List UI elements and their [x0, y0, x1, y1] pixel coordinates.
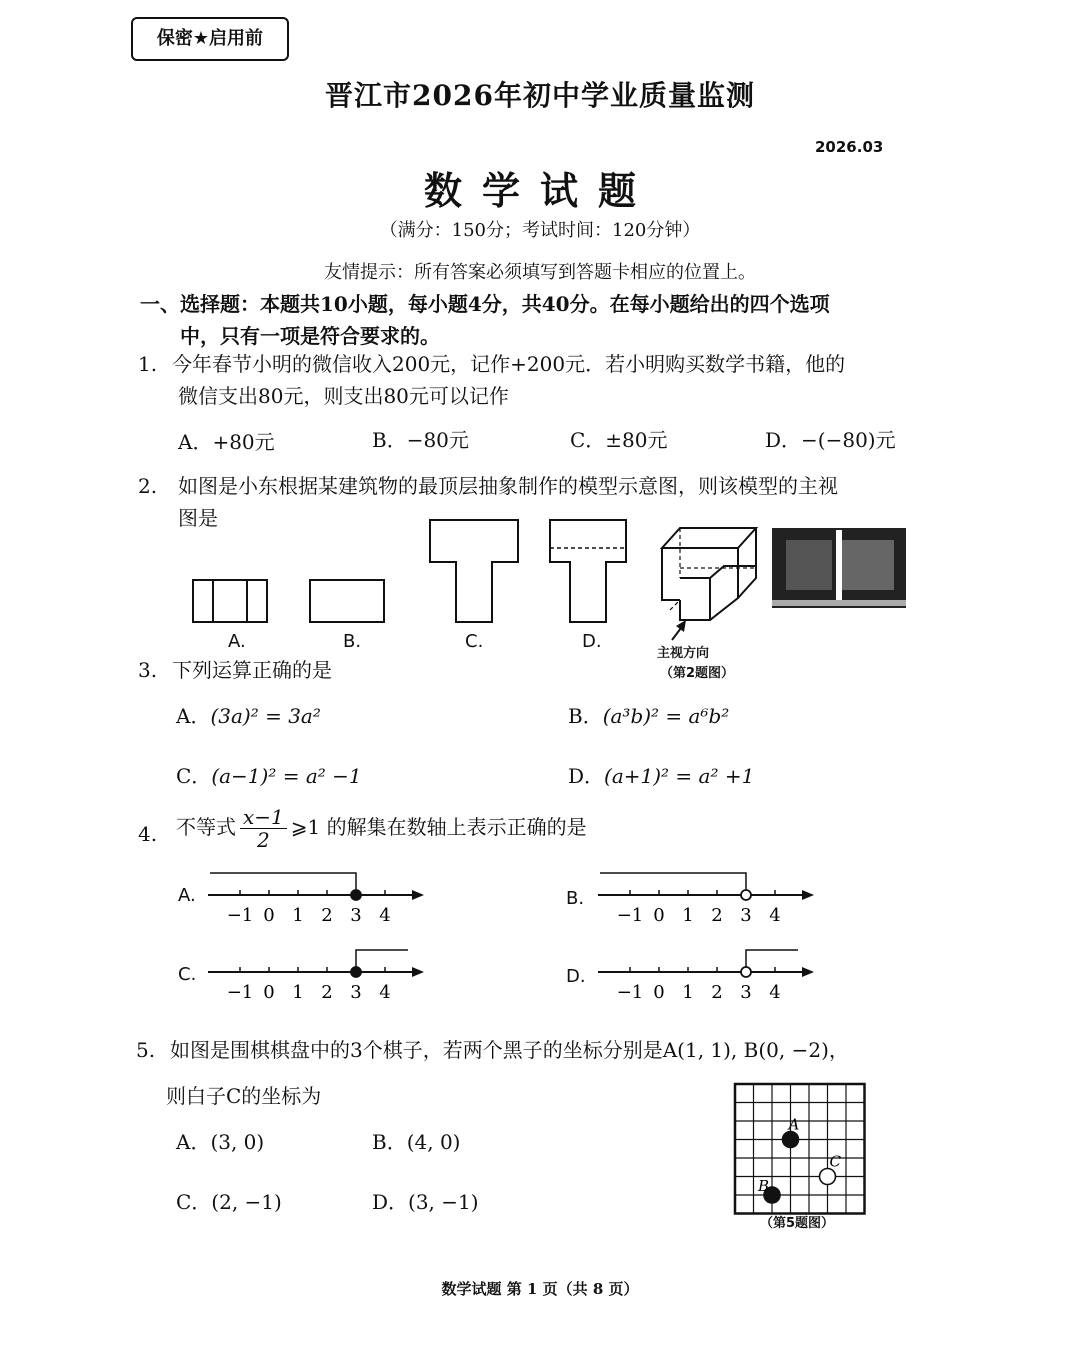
q3-option-d-expr: (a+1)² = a² +1: [604, 764, 755, 788]
tick-label: 3: [350, 905, 362, 926]
tick-label: 2: [711, 982, 723, 1003]
q3-option-c-expr: (a−1)² = a² −1: [211, 764, 362, 788]
q1-option-d: D．−(−80)元: [765, 428, 896, 452]
tick-label: 4: [769, 905, 781, 926]
q1-option-a: A．+80元: [178, 430, 275, 454]
q3-option-c-letter: C．: [176, 764, 212, 788]
q2-line2: 图是: [178, 506, 218, 530]
board-border: [735, 1084, 865, 1214]
tick-label: 2: [321, 905, 333, 926]
q1-line1: 今年春节小明的微信收入200元，记作+200元．若小明购买数学书籍，他的: [172, 352, 846, 376]
q2-label-a: A.: [228, 631, 246, 652]
q2-label-c: C.: [465, 631, 484, 652]
q4-stem-before: 不等式: [176, 815, 236, 839]
q4-stem-after: ⩾1 的解集在数轴上表示正确的是: [290, 815, 587, 839]
section-heading-line2: 中，只有一项是符合要求的。: [180, 324, 440, 348]
q2-line1: 如图是小东根据某建筑物的最顶层抽象制作的模型示意图，则该模型的主视: [178, 474, 838, 498]
tick-label: −1: [616, 905, 644, 926]
q3-option-a-expr: (3a)² = 3a²: [210, 704, 321, 728]
tick-label: 4: [379, 905, 391, 926]
q1-option-c: C．±80元: [570, 428, 668, 452]
q1-number: 1.: [138, 352, 158, 376]
tick-label: 2: [711, 905, 723, 926]
tick-label: 3: [350, 982, 362, 1003]
exam-meta: （满分：150分；考试时间：120分钟）: [379, 220, 701, 241]
q2-number: 2.: [138, 474, 158, 498]
tick-label: −1: [226, 905, 254, 926]
q3-option-b-expr: (a³b)² = a⁶b²: [602, 704, 730, 728]
q1-option-b: B．−80元: [372, 428, 469, 452]
q4-option-c: C.: [178, 964, 197, 985]
q4-option-b: B.: [566, 888, 585, 909]
page-footer: 数学试题 第 1 页（共 8 页）: [441, 1280, 639, 1298]
q3-option-a-letter: A．: [176, 704, 211, 728]
exam-date: 2026.03: [815, 138, 884, 156]
q2-caption: （第2题图）: [660, 666, 735, 681]
tick-label: 3: [740, 905, 752, 926]
section-heading-line1: 一、选择题：本题共10小题，每小题4分，共40分。在每小题给出的四个选项: [140, 292, 830, 316]
q4-option-a: A.: [178, 885, 196, 906]
q1-line2: 微信支出80元，则支出80元可以记作: [178, 384, 509, 408]
tick-label: 4: [379, 982, 391, 1003]
tick-label: 1: [292, 982, 304, 1003]
tick-label: 4: [769, 982, 781, 1003]
tick-label: 3: [740, 982, 752, 1003]
q2-label-d: D.: [582, 631, 602, 652]
q4-number: 4.: [138, 822, 158, 846]
q5-stem: 如图是围棋棋盘中的3个棋子，若两个黑子的坐标分别是A(1, 1), B(0, −2)，: [170, 1038, 849, 1062]
q3-option-b-letter: B．: [568, 704, 603, 728]
q5-option-c: C．(2, −1): [176, 1190, 282, 1214]
tick-label: −1: [616, 982, 644, 1003]
black-stone-a: [783, 1132, 799, 1148]
q4-option-d: D.: [566, 966, 586, 987]
exam-tip: 友情提示：所有答案必须填写到答题卡相应的位置上。: [324, 262, 756, 283]
tick-label: 0: [263, 905, 275, 926]
q4-frac-num: x−1: [240, 806, 287, 829]
tick-label: 0: [653, 905, 665, 926]
q3-stem: 下列运算正确的是: [172, 658, 332, 682]
q2-label-b: B.: [343, 631, 362, 652]
q3-number: 3.: [138, 658, 158, 682]
subject-title: 数学试题: [423, 168, 656, 213]
tick-label: 1: [682, 982, 694, 1003]
q5-number: 5.: [136, 1038, 156, 1062]
tick-label: 1: [682, 905, 694, 926]
tick-label: 2: [321, 982, 333, 1003]
q5-caption: （第5题图）: [760, 1216, 835, 1231]
q2-arrow-label: 主视方向: [657, 646, 710, 661]
q5-option-a: A．(3, 0): [176, 1130, 265, 1154]
black-stone-a-label: A: [788, 1115, 800, 1134]
tick-label: 1: [292, 905, 304, 926]
black-stone-b-label: B: [758, 1177, 770, 1195]
tick-label: 0: [653, 982, 665, 1003]
q5-option-b: B．(4, 0): [372, 1130, 461, 1154]
tick-label: 0: [263, 982, 275, 1003]
white-stone-c: [820, 1169, 836, 1185]
q3-option-d-letter: D．: [568, 764, 605, 788]
q5-stem2: 则白子C的坐标为: [166, 1084, 322, 1108]
exam-title: 晋江市2026年初中学业质量监测: [325, 79, 755, 112]
white-stone-c-label: C: [829, 1152, 841, 1171]
confidential-badge: 保密★启用前: [131, 17, 289, 61]
tick-label: −1: [226, 982, 254, 1003]
q5-option-d: D．(3, −1): [372, 1190, 479, 1214]
q4-frac-den: 2: [257, 828, 270, 852]
